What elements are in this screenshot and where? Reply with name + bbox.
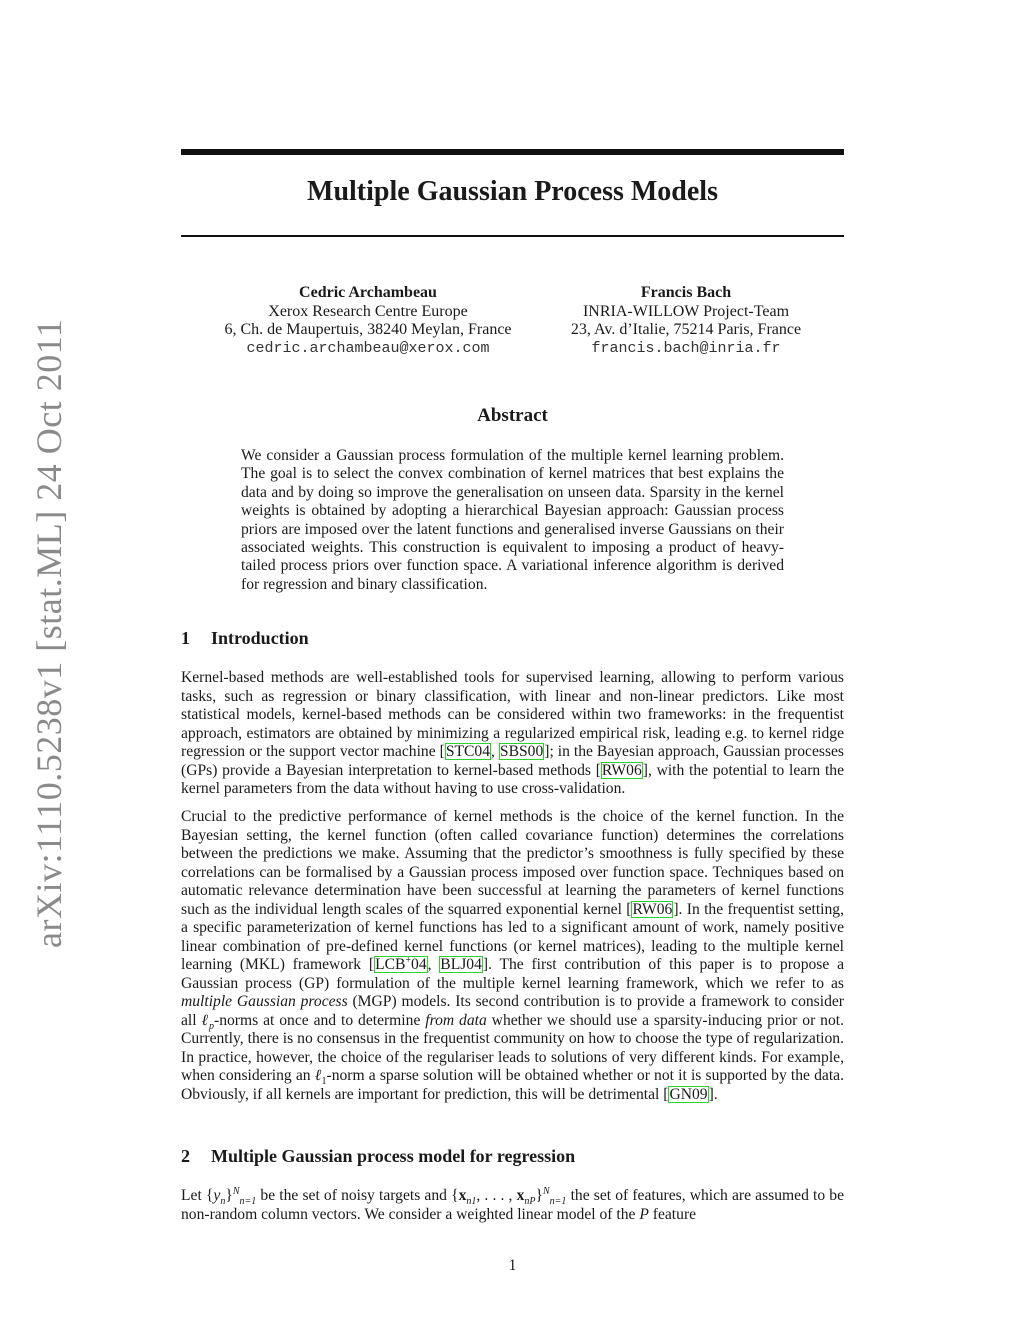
section-heading-introduction <box>181 628 309 649</box>
citation-link[interactable]: RW06 <box>601 761 642 779</box>
text-run: ]. In the frequentist setting, a specific parameterization of kernel functions has led to a significant amount of work, namely positive linear combination of pre-defined kernel functions (or kernel matrices), leading to the multiple kernel learning (MKL) framework [ <box>181 900 844 973</box>
math-superscript: N <box>543 1185 550 1197</box>
citation-link[interactable] <box>374 956 428 973</box>
text-run: , <box>491 743 499 760</box>
text-run: -norms at once and to determine <box>214 1011 426 1029</box>
math-subscript: n1 <box>466 1196 477 1208</box>
author-name: Francis Bach <box>640 284 732 301</box>
text-run: whether we should use a sparsity-inducing prior or not. Currently, there is no consensus in the frequentist community on how to choose the type of regularization. In practice, however, the choice of the regulariser leads to solutions of very different kinds. For example, when considering an <box>181 1011 844 1084</box>
citation-link[interactable]: BLJ04 <box>440 956 482 973</box>
text-run: the set of features, which are assumed to be non-random column vectors. We consider a weighted linear model of the <box>181 1187 845 1223</box>
emphasis: from data <box>425 1011 487 1029</box>
math-symbol: ℓ <box>201 1011 209 1029</box>
text-run: ], with the potential to learn the kernel parameters from the data without having to use cross-validation. <box>181 761 844 797</box>
math-subscript: n=1 <box>239 1196 257 1208</box>
text-run: ]. <box>708 1085 718 1103</box>
arxiv-identifier-stamp: arXiv:1110.5238v1 [stat.ML] 24 Oct 2011 <box>29 318 69 948</box>
text-run: Kernel-based methods are well-established tools for supervised learning, allowing to perform various tasks, such as regression or binary classification, with linear and non-linear predictors. Like most statistical models, kernel-based methods can be considered within two frameworks: in the frequentist approach, estimators are obtained by minimizing a regularized empirical risk, leading e.g. to kernel ridge regression or the support vector machine [ <box>181 669 844 760</box>
math-subscript: n=1 <box>549 1196 567 1208</box>
section-number: 2 <box>181 1146 190 1166</box>
math-superscript: N <box>232 1185 240 1197</box>
citation-text: LCB <box>375 956 406 973</box>
text-run: be the set of noisy targets and { <box>256 1187 459 1204</box>
author-email[interactable]: cedric.archambeau@xerox.com <box>246 339 490 357</box>
section-title: Multiple Gaussian process model for regression <box>211 1146 576 1166</box>
text-run: (MGP) models. Its second contribution is to provide a framework to consider all <box>181 993 844 1029</box>
text-run: ]; in the Bayesian approach, Gaussian processes (GPs) provide a Bayesian interpretation to kernel-based methods [ <box>181 743 844 779</box>
author-address: 6, Ch. de Maupertuis, 38240 Meylan, France <box>224 321 512 338</box>
intro-paragraph-2 <box>181 808 844 1104</box>
text-run: Let { <box>181 1187 214 1204</box>
section-heading-regression <box>181 1146 575 1167</box>
math-subscript: p <box>209 1020 214 1032</box>
section-number: 1 <box>181 628 190 648</box>
emphasis: multiple Gaussian process <box>181 993 348 1010</box>
citation-link[interactable]: STC04 <box>445 743 491 760</box>
author-block-2 <box>548 284 824 358</box>
regression-paragraph-1 <box>181 1187 844 1224</box>
math-symbol: y <box>213 1187 221 1204</box>
author-affiliation: Xerox Research Centre Europe <box>268 302 468 320</box>
text-run: ]. The first contribution of this paper is to propose a Gaussian process (GP) formulation of the multiple kernel learning framework, which we refer to as <box>181 956 844 992</box>
title-top-rule <box>181 149 844 155</box>
citation-link[interactable]: GN09 <box>669 1085 708 1103</box>
citation-text: 04 <box>411 956 427 973</box>
text-run: } <box>225 1187 233 1204</box>
math-symbol: P <box>639 1205 649 1223</box>
author-affiliation: INRIA-WILLOW Project-Team <box>582 302 790 320</box>
abstract-text: We consider a Gaussian process formulation of the multiple kernel learning problem. The goal is to select the convex combination of kernel matrices that best explains the data and by doing so improve the generalisation on unseen data. Sparsity in the kernel weights is obtained by adopting a hierarchical Bayesian approach: Gaussian process priors are imposed over the latent functions and generalised inverse Gaussians on their associated weights. This construction is equivalent to imposing a product of heavy-tailed process priors over function space. A variational inference algorithm is derived for regression and binary classification. <box>241 447 784 593</box>
text-run: Crucial to the predictive performance of kernel methods is the choice of the kernel function. In the Bayesian setting, the kernel function (often called covariance function) determines the correlations between the predictions we make. Assuming that the predictor’s smoothness is fully specified by these correlations can be formalised by a Gaussian process imposed over function space. Techniques based on automatic relevance determination have been successful at learning the parameters of kernel functions such as the individual length scales of the squarred exponential kernel [ <box>181 808 844 918</box>
math-subscript: 1 <box>321 1076 327 1088</box>
text-run: feature <box>648 1205 697 1223</box>
author-address: 23, Av. d’Italie, 75214 Paris, France <box>570 321 802 338</box>
intro-paragraph-1 <box>181 669 844 799</box>
section-title: Introduction <box>211 628 309 648</box>
citation-link[interactable]: SBS00 <box>499 743 544 760</box>
text-run: -norm a sparse solution will be obtained whether or not it is supported by the data. Obviously, if all kernels are important for prediction, this will be detrimental [ <box>181 1067 845 1103</box>
author-name: Cedric Archambeau <box>299 284 437 301</box>
citation-superscript: + <box>405 954 412 966</box>
paper-title: Multiple Gaussian Process Models <box>307 176 718 207</box>
math-subscript: nP <box>524 1196 536 1208</box>
page-number: 1 <box>508 1257 517 1274</box>
math-symbol: x <box>458 1187 467 1204</box>
math-subscript: n <box>220 1196 226 1208</box>
text-run: , . . . , <box>476 1187 517 1204</box>
author-email[interactable]: francis.bach@inria.fr <box>591 339 781 357</box>
citation-link[interactable]: RW06 <box>632 900 673 918</box>
text-run: } <box>535 1187 543 1204</box>
title-bottom-rule <box>181 235 844 237</box>
math-symbol: x <box>516 1187 525 1204</box>
text-run: , <box>427 956 440 973</box>
abstract-heading: Abstract <box>477 405 548 426</box>
math-symbol: ℓ <box>314 1067 322 1084</box>
author-block-1 <box>200 284 536 358</box>
